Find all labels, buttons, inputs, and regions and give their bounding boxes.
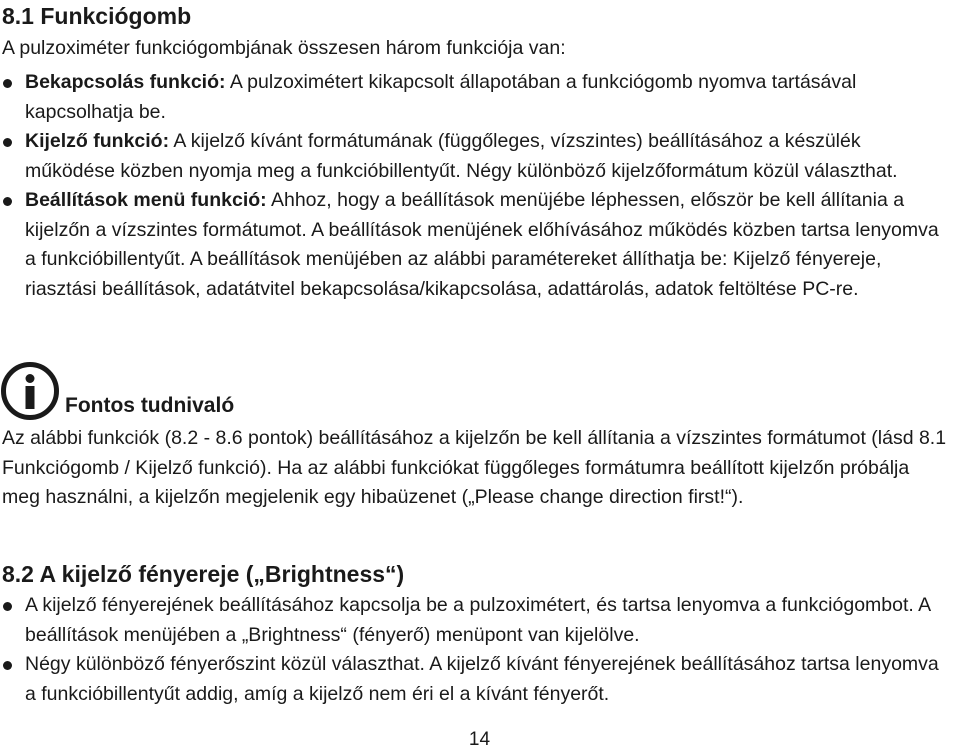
info-icon [0, 361, 60, 421]
list-item-description: A pulzoximétert kikapcsolt állapotában a funkciógomb nyomva tartásával kapcsolhatja be. [25, 71, 857, 123]
list-item-display [0, 127, 950, 186]
page-number: 14 [468, 729, 491, 750]
bullet-icon [3, 79, 12, 88]
list-item-description: Négy különböző fényerőszint közül választhat. A kijelző kívánt fényerejének beállításához tartsa lenyomva a funkcióbillentyűt addig, amíg a kijelző nem éri el a kívánt fényerőt. [25, 653, 939, 705]
function-list [0, 68, 950, 304]
list-item-description: Ahhoz, hogy a beállítások menüjébe léphessen, először be kell állítania a kijelzőn a vízszintes formátumot. A beállítások menüjének előhívásához működés közben tartsa lenyomva a funkcióbillentyűt. A beállítások menüjében az alábbi paramétereket állíthatja be: Kijelző fényereje, riasztási beállítások, adatátvitel bekapcsolása/kikapcsolása, adattárolás, adatok feltöltése PC-re. [25, 189, 939, 300]
important-note-text: Az alábbi funkciók (8.2 - 8.6 pontok) beállításához a kijelzőn be kell állítania a vízszintes formátumot (lásd 8.1 Funkciógomb / Kijelző funkció). Ha az alábbi funkciókat függőleges formátumra beállított kijelzőn próbálja meg használni, a kijelzőn megjelenik egy hibaüzenet („Please change direction first!“). [2, 427, 947, 508]
list-item-description: A kijelző kívánt formátumának (függőleges, vízszintes) beállításához a készülék működése közben nyomja meg a funkcióbillentyűt. Négy különböző kijelzőformátum közül választhat. [25, 130, 898, 182]
list-item-brightness-levels [0, 650, 950, 709]
bullet-icon [3, 602, 12, 611]
list-item-term: Beállítások menü funkció: [25, 189, 267, 211]
list-item-brightness-open [0, 591, 950, 650]
list-item-term: Kijelző funkció: [25, 130, 170, 152]
bullet-icon [3, 138, 12, 147]
list-item-description: A kijelző fényerejének beállításához kapcsolja be a pulzoximétert, és tartsa lenyomva a funkciógombot. A beállítások menüjében a „Brightness“ (fényerő) menüpont van kijelölve. [25, 594, 931, 646]
section-8-1-heading: 8.1 Funkciógomb [2, 3, 192, 29]
list-item-power-on [0, 68, 950, 127]
bullet-icon [3, 661, 12, 670]
brightness-list [0, 591, 950, 709]
list-item-settings-menu [0, 186, 950, 304]
important-note-header [0, 361, 950, 421]
list-item-term: Bekapcsolás funkció: [25, 71, 226, 93]
section-8-2-heading: 8.2 A kijelző fényereje („Brightness“) [2, 561, 405, 587]
important-note-title: Fontos tudnivaló [65, 394, 235, 417]
bullet-icon [3, 197, 12, 206]
section-8-1-intro: A pulzoximéter funkciógombjának összesen három funkciója van: [2, 37, 566, 59]
